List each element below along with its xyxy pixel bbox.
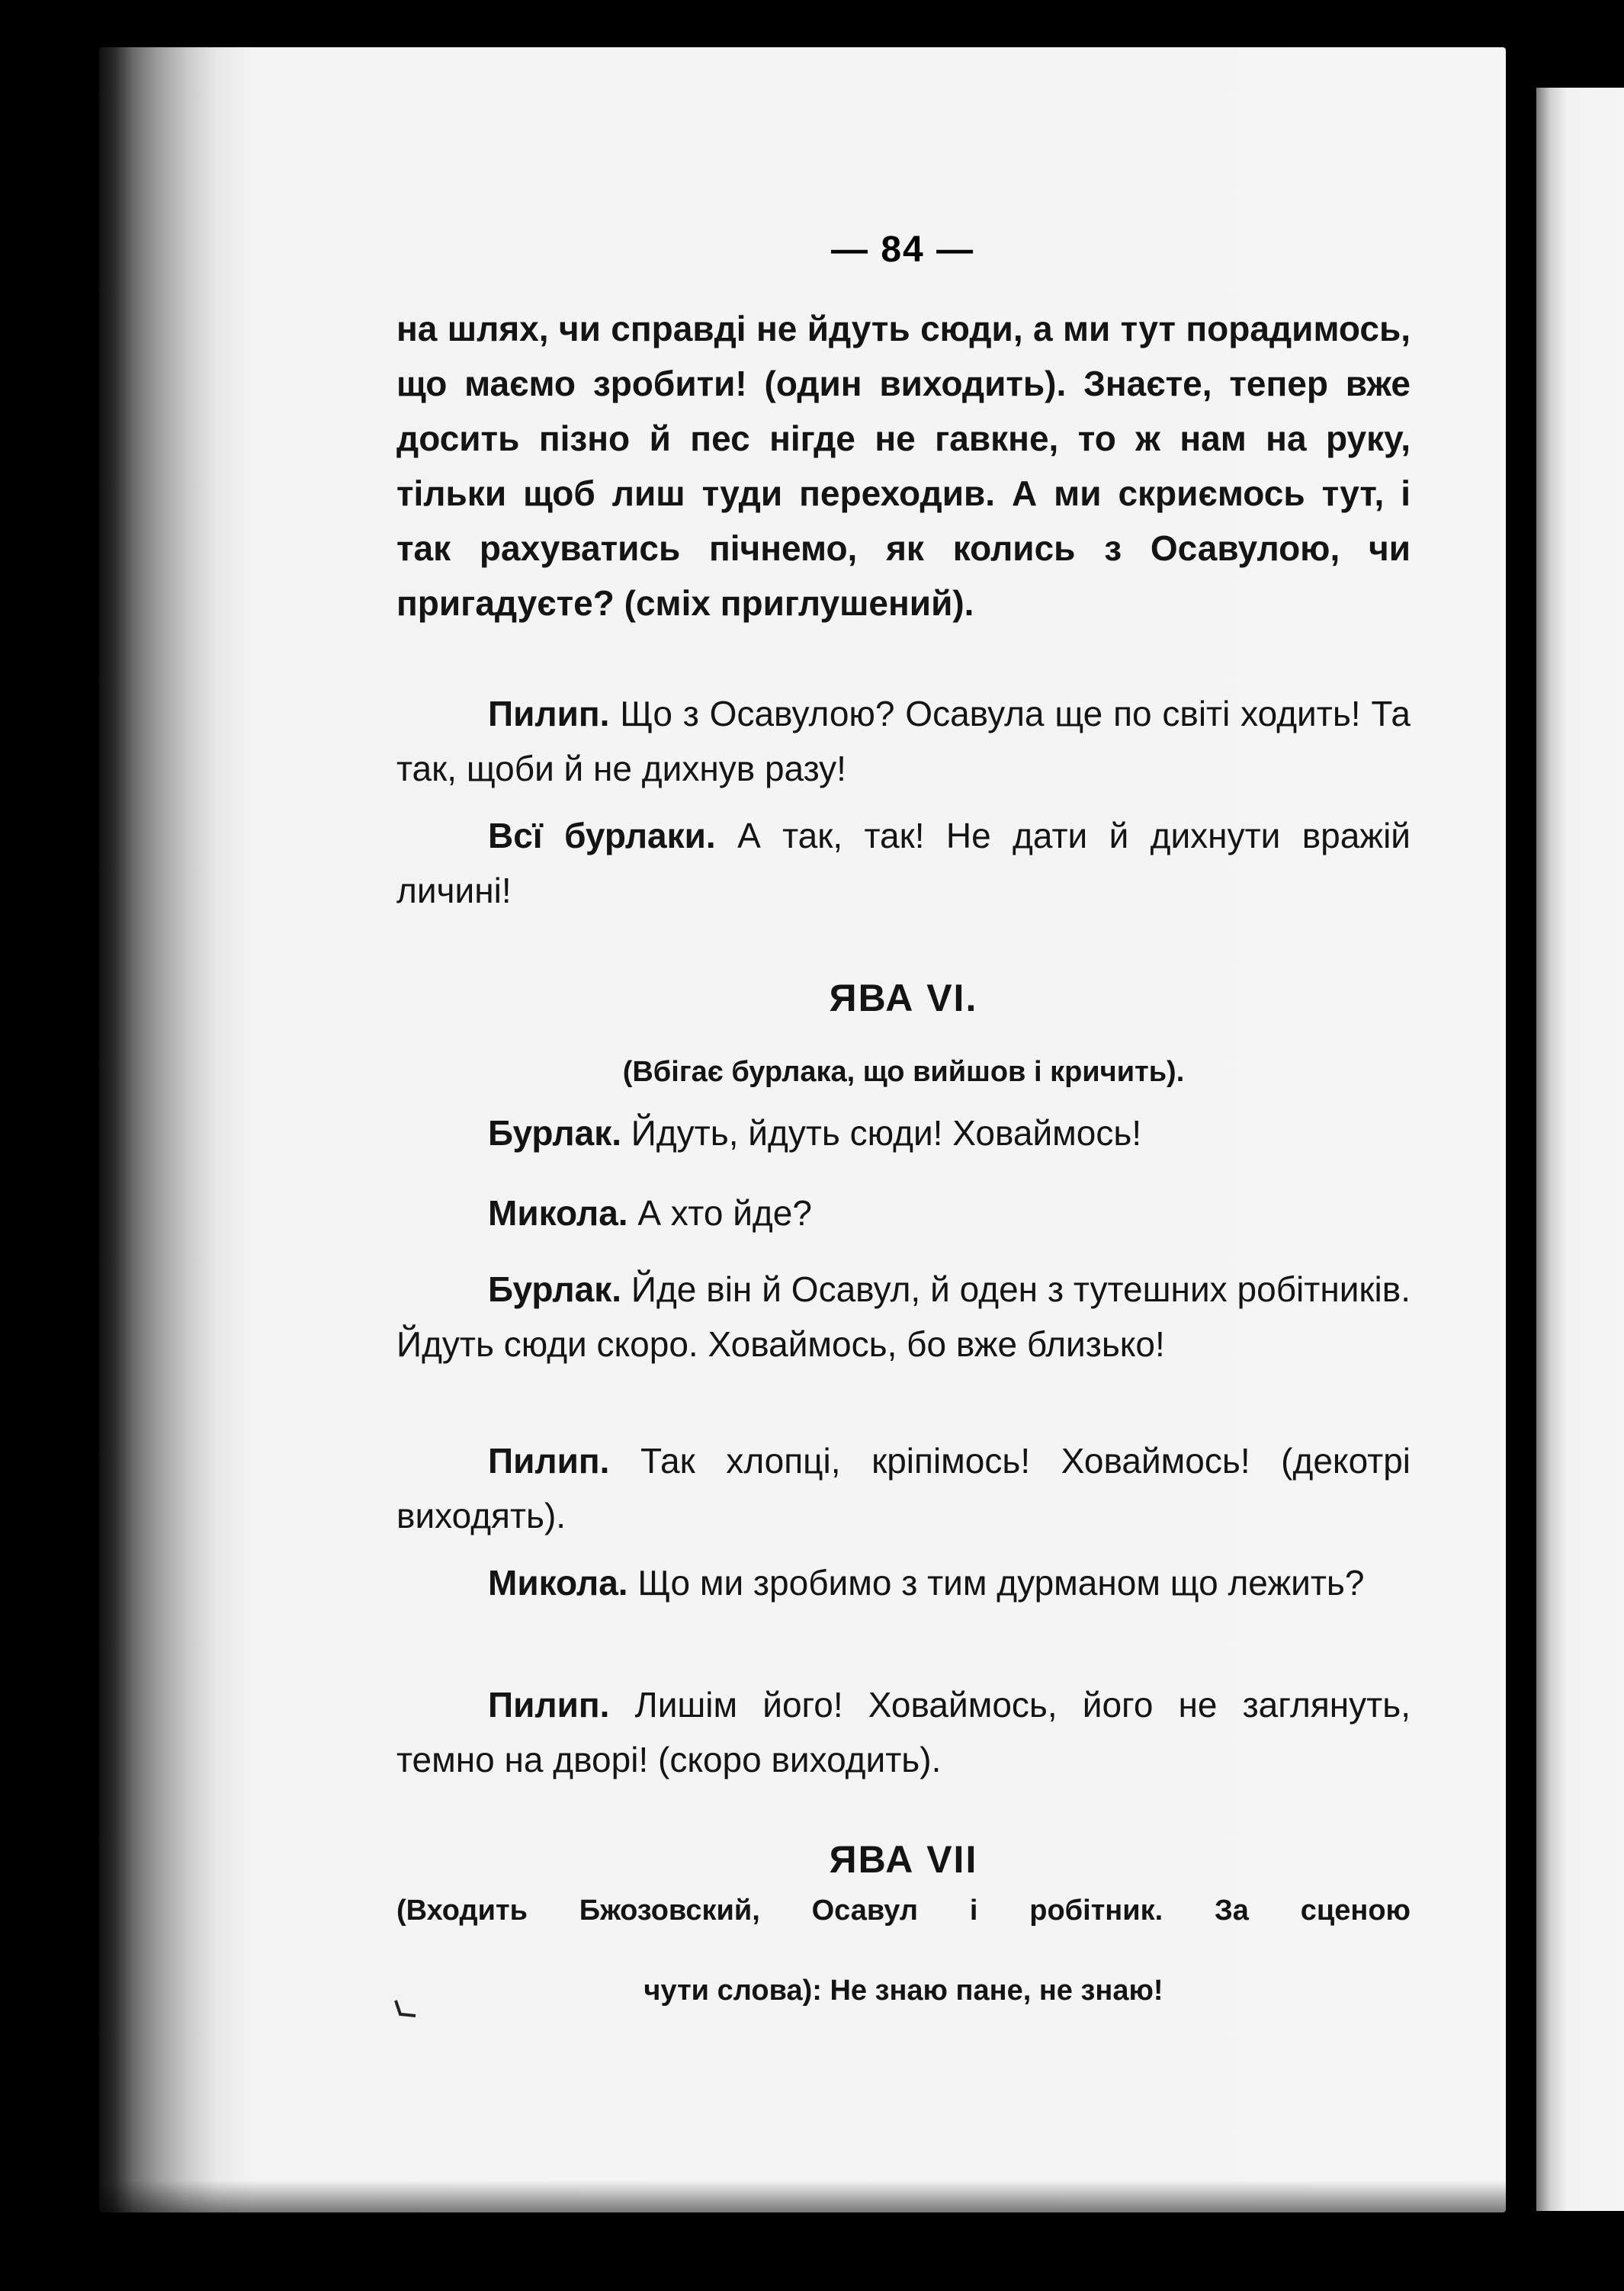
ink-smudge xyxy=(393,1997,423,2020)
speaker-name: Бурлак. xyxy=(488,1269,621,1309)
speech-text: Що з Осавулою? Осавула ще по світі ходить! Та так, щоби й не дихнув разу! xyxy=(396,694,1411,788)
scene-7-title: ЯВА VII xyxy=(829,1838,978,1881)
speaker-name: Бурлак. xyxy=(488,1113,621,1153)
speech-text: Так хлопці, кріпімось! Ховаймось! (декотрі виходять). xyxy=(396,1441,1411,1535)
paragraph-2 xyxy=(396,686,1411,796)
scene-7-stage-direction-line-1: (Входить Бжозовский, Осавул і робітник. За сценою xyxy=(396,1895,1411,1927)
scene-7-stage-direction-line-2: чути слова): Не знаю пане, не знаю! xyxy=(644,1975,1163,2007)
dialogue-line xyxy=(396,1433,1411,1543)
speech-text: Йде він й Осавул, й оден з тутешних робітників. Йдуть сюди скоро. Ховаймось, бо вже близько! xyxy=(396,1269,1411,1364)
dialogue-line xyxy=(396,1555,1411,1610)
speech-text: А так, так! Не дати й дихнути вражій личині! xyxy=(396,816,1411,910)
paragraph-3 xyxy=(396,808,1411,918)
speaker-name: Микола. xyxy=(488,1563,628,1603)
speaker-name: Пилип. xyxy=(488,694,610,733)
dialogue-line xyxy=(396,1262,1411,1372)
speech-text: А хто йде? xyxy=(637,1193,812,1233)
paragraph-text: на шлях, чи справді не йдуть сюди, а ми тут порадимось, що маємо зробити! (один виходить). Знаєте, тепер вже досить пізно й пес нігде не гавкне, то ж нам на руку, тільки щоб лиш туди переходив. А ми скриємось тут, і так рахуватись пічнемо, як колись з Осавулою, чи пригадуєте? (сміх приглушений). xyxy=(396,309,1411,623)
speech-text: Що ми зробимо з тим дурманом що лежить? xyxy=(637,1563,1365,1603)
dialogue-line xyxy=(396,1186,1411,1240)
speaker-name: Пилип. xyxy=(488,1441,610,1481)
dialogue-line xyxy=(396,1677,1411,1787)
speaker-name: Всї бурлаки. xyxy=(488,816,716,855)
speaker-name: Пилип. xyxy=(488,1685,610,1725)
speaker-name: Микола. xyxy=(488,1193,628,1233)
dialogue-line xyxy=(396,1105,1411,1160)
page-bottom-shadow xyxy=(99,2180,1506,2215)
paragraph-1 xyxy=(396,301,1411,631)
page-number: — 84 — xyxy=(831,229,975,270)
scene-6-title: ЯВА VI. xyxy=(829,977,978,1019)
speech-text: Йдуть, йдуть сюди! Ховаймось! xyxy=(631,1113,1142,1153)
adjacent-page-edge xyxy=(1536,88,1624,2211)
scene-6-stage-direction: (Вбігає бурлака, що вийшов і кричить). xyxy=(622,1056,1185,1088)
speech-text: Лишім його! Ховаймось, його не заглянуть, темно на дворі! (скоро виходить). xyxy=(396,1685,1411,1779)
